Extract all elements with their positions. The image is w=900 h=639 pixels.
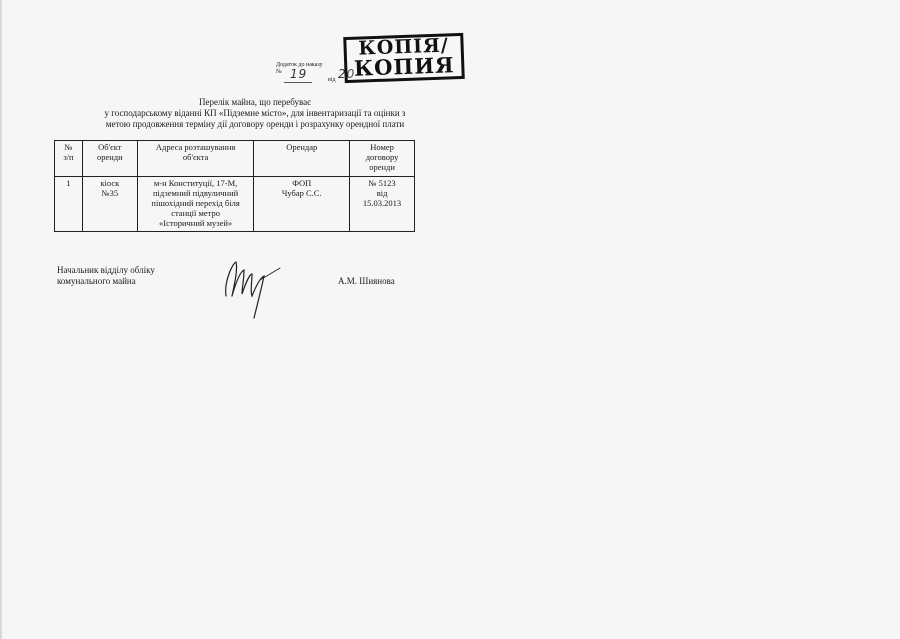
table-row <box>55 177 415 232</box>
document-heading <box>40 97 470 130</box>
col-header-contract: Номер договору оренди <box>350 141 415 177</box>
cell-contract: № 5123 від 15.03.2013 <box>350 177 415 232</box>
cell-address: м-н Конституції, 17-М, підземний підвуличний пішохідний перехід біля станції метро «Історичний музей» <box>137 177 254 232</box>
annex-note <box>276 62 356 83</box>
scan-edge <box>0 0 2 639</box>
col-header-object: Об'єкт оренди <box>82 141 137 177</box>
col-header-number: № з/п <box>55 141 83 177</box>
handwritten-signature <box>220 256 290 322</box>
copy-stamp <box>343 33 465 83</box>
col-header-tenant: Орендар <box>254 141 350 177</box>
annex-number-line <box>284 82 312 83</box>
annex-label: Додаток до наказу <box>276 62 323 68</box>
heading-line-3: метою продовження терміну дії договору оренди і розрахунку орендної плати <box>105 119 405 129</box>
annex-from-label: від <box>328 77 336 83</box>
annex-number-prefix: № <box>276 69 282 75</box>
cell-tenant: ФОП Чубар С.С. <box>254 177 350 232</box>
signatory-title <box>57 265 155 287</box>
cell-number: 1 <box>55 177 83 232</box>
annex-date: 20 <box>338 67 356 81</box>
heading-line-2: у господарському віданні КП «Підземне місто», для інвентаризації та оцінки з <box>104 108 406 118</box>
col-header-address: Адреса розташування об'єкта <box>137 141 254 177</box>
stamp-line-2: КОПИЯ <box>353 52 455 81</box>
stamp-line-1: КОПІЯ/ <box>358 34 450 60</box>
annex-number: 19 <box>290 67 308 81</box>
property-table <box>54 140 415 232</box>
signatory-title-line-1: Начальник відділу обліку <box>57 265 155 275</box>
table-header-row <box>55 141 415 177</box>
heading-line-1: Перелік майна, що перебуває <box>198 97 312 107</box>
cell-object: кіоск №35 <box>82 177 137 232</box>
signatory-title-line-2: комунального майна <box>57 276 136 286</box>
signatory-name: А.М. Шиянова <box>338 276 395 286</box>
